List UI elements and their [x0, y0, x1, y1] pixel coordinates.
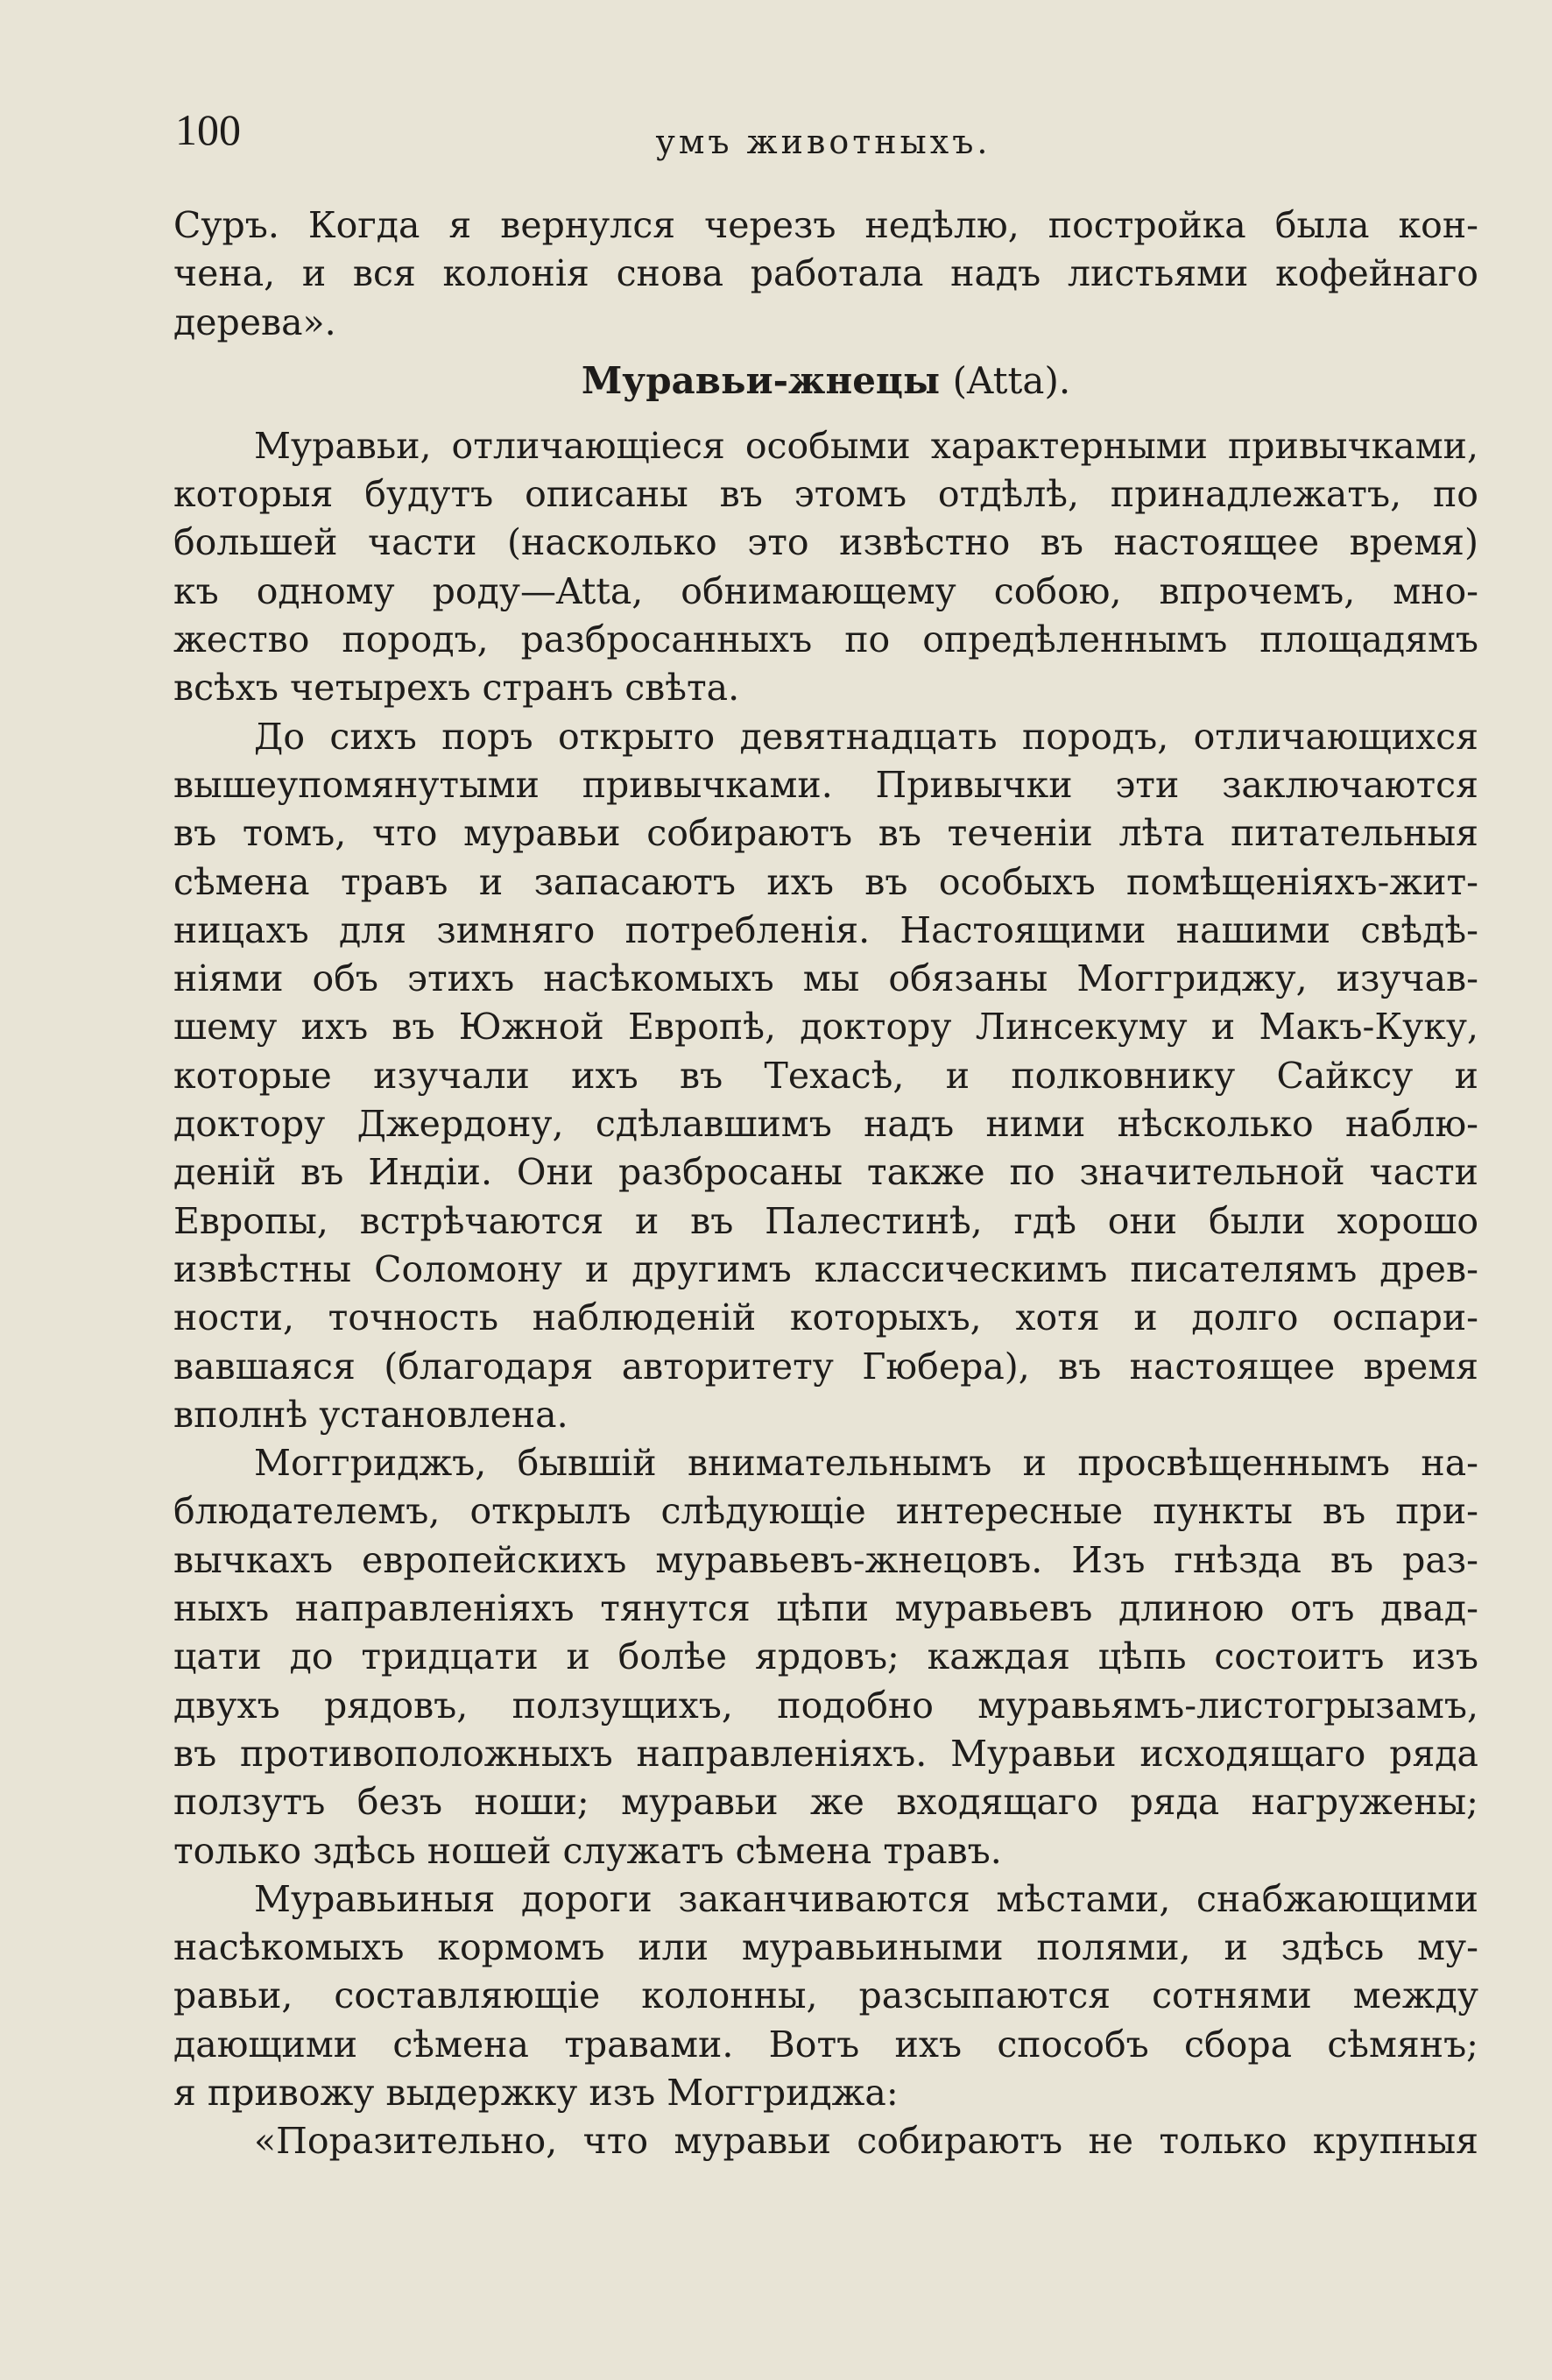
text-line: вавшаяся (благодаря авторитету Гюбера), въ настоящее время	[173, 1345, 1478, 1388]
text-line: чена, и вся колонія снова работала надъ листьями кофейнаго	[173, 252, 1478, 295]
running-title: умъ животныхъ.	[655, 123, 991, 161]
text-line: вполнѣ установлена.	[173, 1393, 568, 1436]
text-line: я привожу выдержку изъ Моггриджа:	[173, 2071, 899, 2114]
text-line: Муравьи, отличающіеся особыми характерными привычками,	[254, 424, 1478, 467]
text-line: ности, точность наблюденій которыхъ, хотя и долго оспари-	[173, 1296, 1478, 1339]
text-line: деній въ Индіи. Они разбросаны также по значительной части	[173, 1151, 1478, 1194]
text-line: доктору Джердону, сдѣлавшимъ надъ ними нѣсколько наблю-	[173, 1103, 1478, 1146]
section-heading	[173, 354, 1478, 408]
text-line: извѣстны Соломону и другимъ классическимъ писателямъ древ-	[173, 1247, 1478, 1290]
text-line: насѣкомыхъ кормомъ или муравьиными полями, и здѣсь му-	[173, 1926, 1478, 1969]
paragraph-2	[173, 713, 1478, 1439]
paragraph-4	[173, 1875, 1478, 2117]
text-line: въ противоположныхъ направленіяхъ. Муравьи исходящаго ряда	[173, 1732, 1478, 1775]
section-heading-title: Муравьи-жнецы	[581, 358, 941, 402]
text-line: всѣхъ четырехъ странъ свѣта.	[173, 667, 740, 710]
text-line: блюдателемъ, открылъ слѣдующіе интересные пункты въ при-	[173, 1490, 1478, 1533]
text-line: дающими сѣмена травами. Вотъ ихъ способъ сбора сѣмянъ;	[173, 2023, 1478, 2066]
body-text	[173, 201, 1478, 2166]
intro-paragraph	[173, 201, 1478, 347]
text-line: дерева».	[173, 300, 336, 343]
text-line: Суръ. Когда я вернулся черезъ недѣлю, постройка была кон-	[173, 204, 1478, 246]
text-line: вычкахъ европейскихъ муравьевъ-жнецовъ. Изъ гнѣзда въ раз-	[173, 1538, 1478, 1581]
text-line: большей части (насколько это извѣстно въ настоящее время)	[173, 521, 1478, 564]
page-number: 100	[175, 105, 241, 154]
text-line: въ томъ, что муравьи собираютъ въ теченіи лѣта питательныя	[173, 812, 1478, 855]
text-line: ніями объ этихъ насѣкомыхъ мы обязаны Моггриджу, изучав-	[173, 957, 1478, 1000]
text-line: ницахъ для зимняго потребленія. Настоящими нашими свѣдѣ-	[173, 908, 1478, 951]
text-line: только здѣсь ношей служатъ сѣмена травъ.	[173, 1829, 1002, 1872]
text-line: сѣмена травъ и запасаютъ ихъ въ особыхъ помѣщеніяхъ-жит-	[173, 860, 1478, 903]
text-line: цати до тридцати и болѣе ярдовъ; каждая цѣпь состоитъ изъ	[173, 1635, 1478, 1678]
text-line: Муравьиныя дороги заканчиваются мѣстами, снабжающими	[254, 1877, 1478, 1920]
text-line: шему ихъ въ Южной Европѣ, доктору Линсекуму и Макъ-Куку,	[173, 1006, 1478, 1049]
text-line: Европы, встрѣчаются и въ Палестинѣ, гдѣ они были хорошо	[173, 1199, 1478, 1242]
text-line: ныхъ направленіяхъ тянутся цѣпи муравьевъ длиною отъ двад-	[173, 1587, 1478, 1630]
text-line: которые изучали ихъ въ Техасѣ, и полковнику Сайксу и	[173, 1054, 1478, 1097]
text-line: вышеупомянутыми привычками. Привычки эти заключаются	[173, 763, 1478, 806]
section-heading-latin: (Atta).	[952, 358, 1071, 402]
text-line: равьи, составляющіе колонны, разсыпаются сотнями между	[173, 1974, 1478, 2017]
paragraph-1	[173, 422, 1478, 713]
paragraph-5	[173, 2117, 1478, 2165]
text-line: двухъ рядовъ, ползущихъ, подобно муравьямъ-листогрызамъ,	[173, 1684, 1478, 1727]
text-line: жество породъ, разбросанныхъ по опредѣленнымъ площадямъ	[173, 618, 1478, 661]
text-line: ползутъ безъ ноши; муравьи же входящаго ряда нагружены;	[173, 1781, 1478, 1824]
text-line: До сихъ поръ открыто девятнадцать породъ, отличающихся	[254, 715, 1478, 758]
running-head	[166, 105, 1480, 166]
text-line: къ одному роду—Atta, обнимающему собою, впрочемъ, мно-	[173, 569, 1478, 612]
text-line: которыя будутъ описаны въ этомъ отдѣлѣ, принадлежатъ, по	[173, 473, 1478, 516]
text-line: «Поразительно, что муравьи собираютъ не только крупныя	[254, 2120, 1478, 2163]
text-line: Моггриджъ, бывшій внимательнымъ и просвѣщеннымъ на-	[254, 1442, 1478, 1485]
paragraph-3	[173, 1439, 1478, 1875]
